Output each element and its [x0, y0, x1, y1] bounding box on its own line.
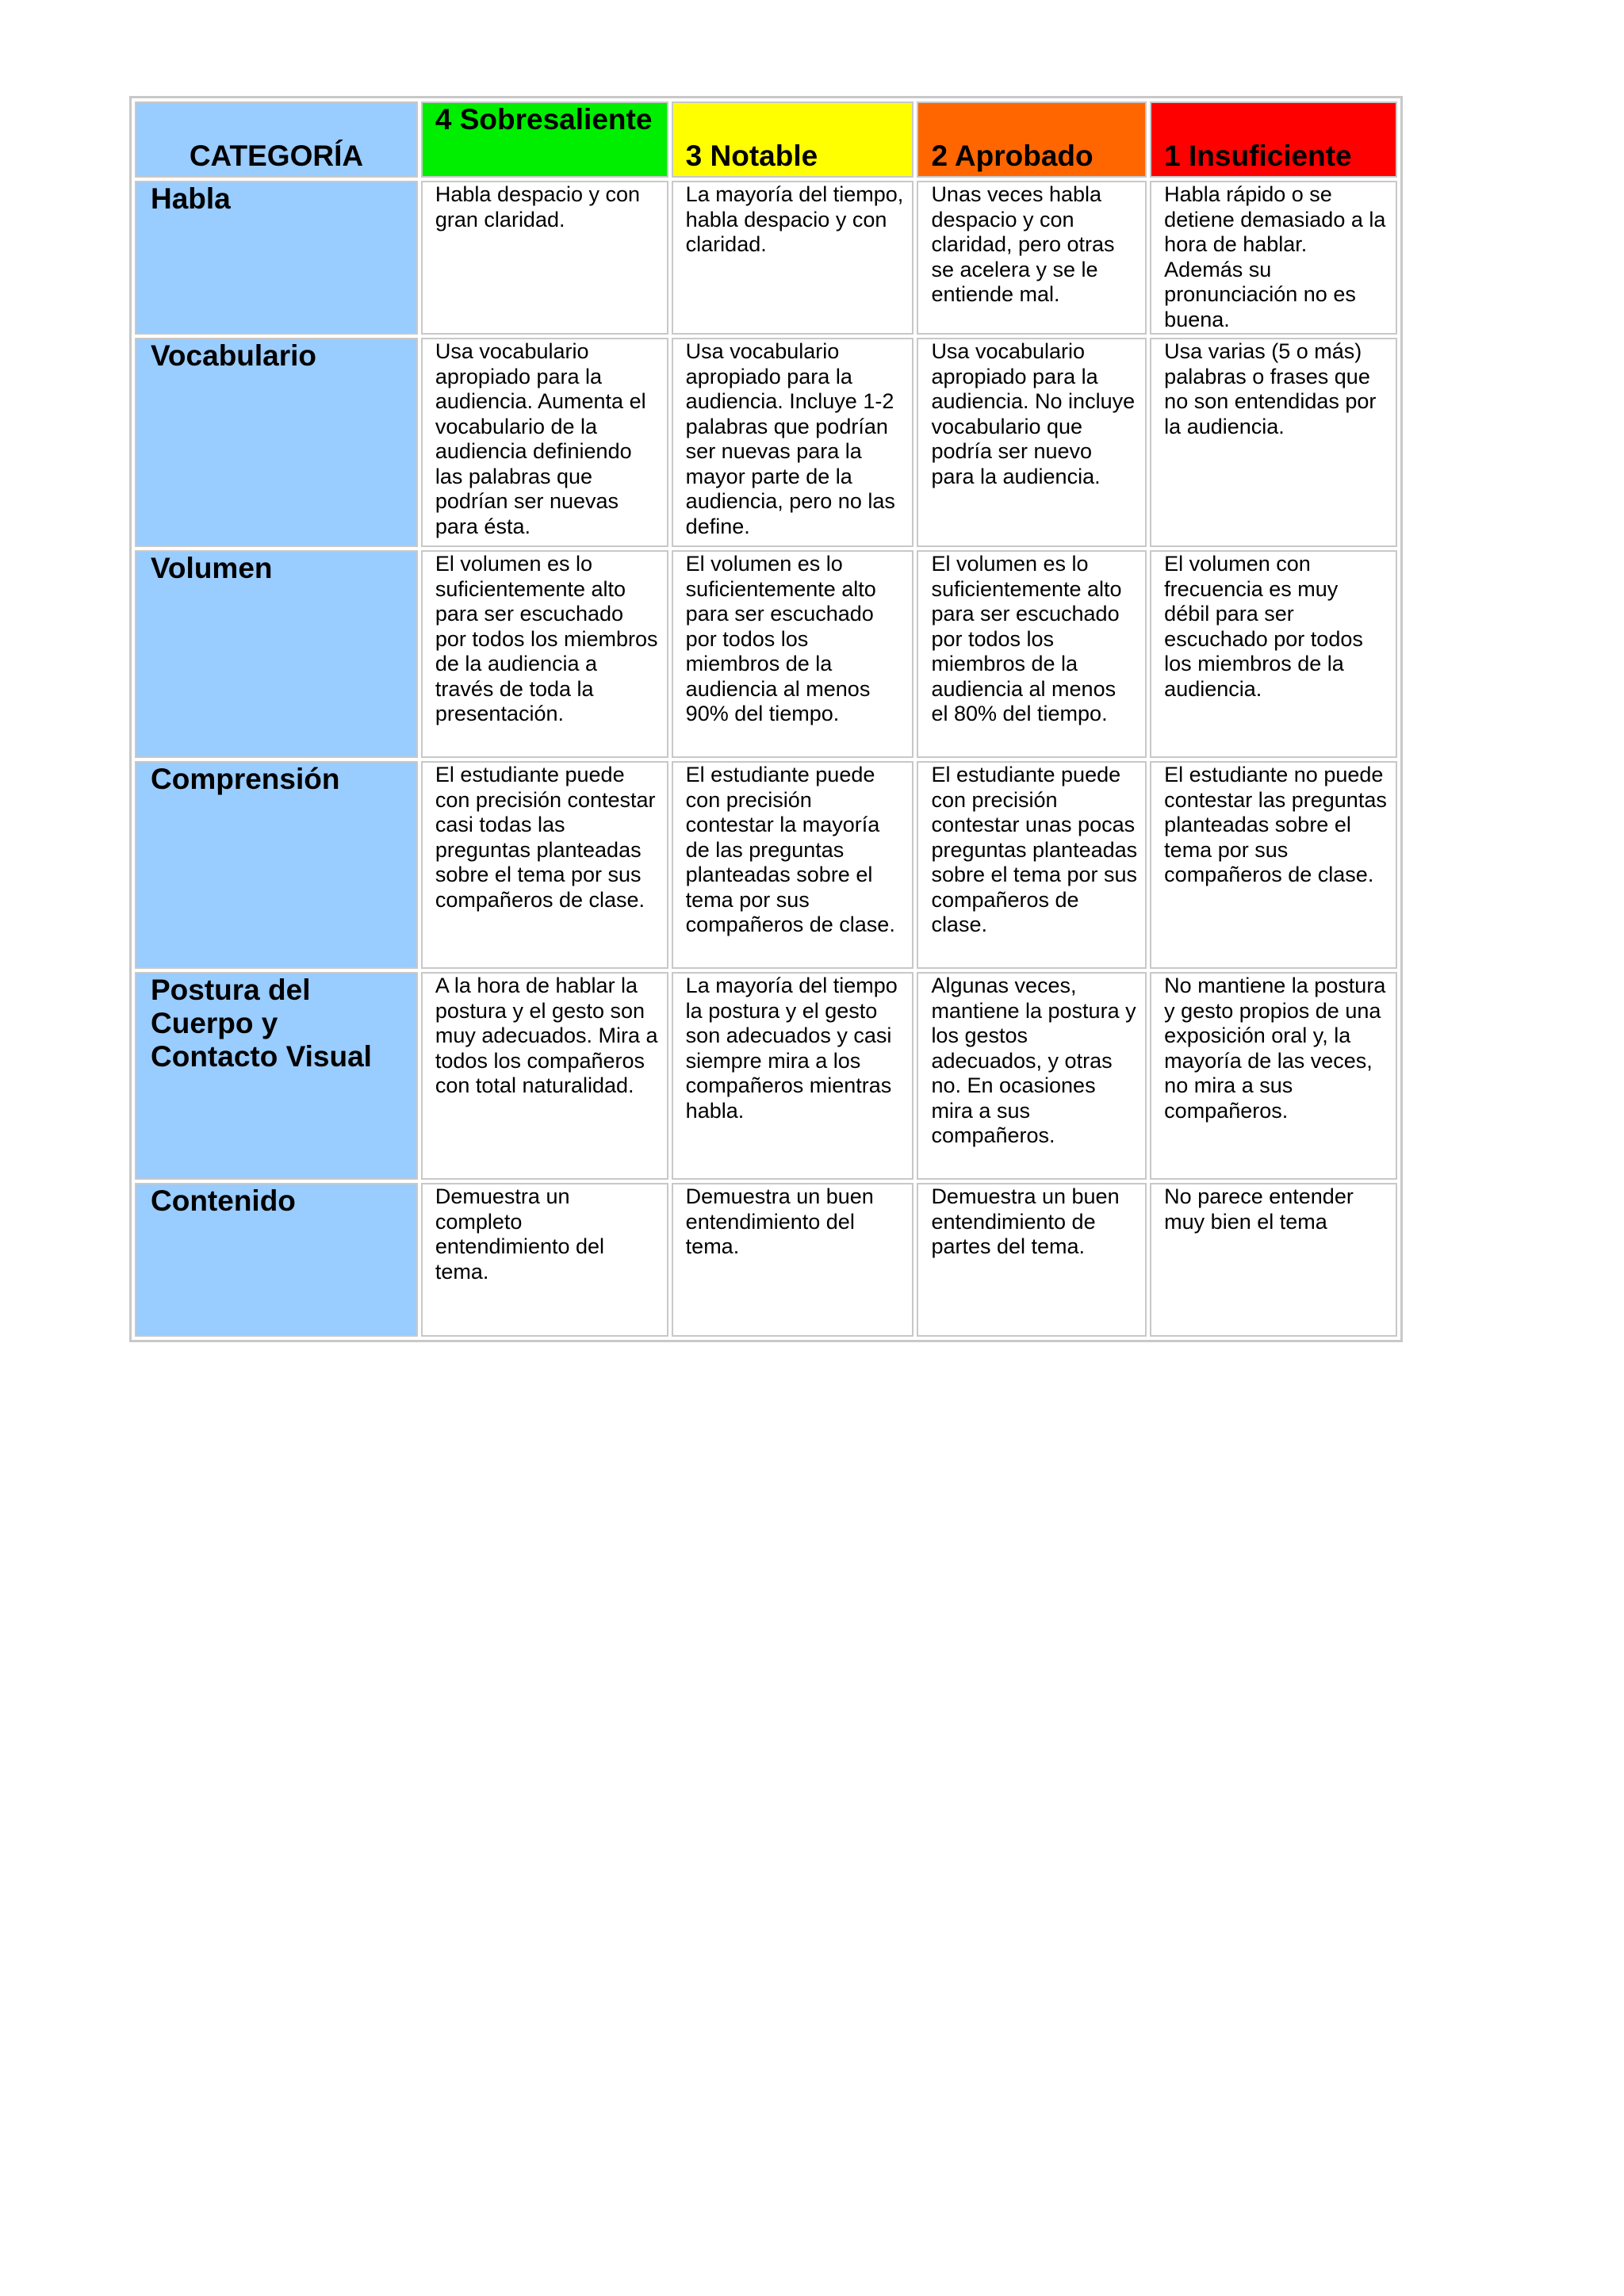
table-row — [135, 550, 1397, 758]
level-1-cell: No mantiene la postura y gesto propios de una exposición oral y, la mayoría de las veces, no mira a sus compañeros. — [1150, 972, 1397, 1180]
level-2-cell: Unas veces habla despacio y con claridad, pero otras se acelera y se le entiende mal. — [917, 181, 1147, 335]
level-3-cell: La mayoría del tiempo la postura y el gesto son adecuados y casi siempre mira a los compañeros mientras habla. — [672, 972, 914, 1180]
level-1-cell: Usa varias (5 o más) palabras o frases que no son entendidas por la audiencia. — [1150, 338, 1397, 547]
level-2-cell: El estudiante puede con precisión contestar unas pocas preguntas planteadas sobre el tema por sus compañeros de clase. — [917, 761, 1147, 969]
table-row — [135, 338, 1397, 547]
level-2-cell: Usa vocabulario apropiado para la audiencia. No incluye vocabulario que podría ser nuevo para la audiencia. — [917, 338, 1147, 547]
category-cell: Contenido — [135, 1183, 418, 1337]
header-level-2: 2 Aprobado — [917, 101, 1147, 178]
category-cell: Habla — [135, 181, 418, 335]
header-level-1: 1 Insuficiente — [1150, 101, 1397, 178]
header-row — [135, 101, 1397, 178]
category-cell: Volumen — [135, 550, 418, 758]
table-row — [135, 1183, 1397, 1337]
level-4-cell: Habla despacio y con gran claridad. — [421, 181, 668, 335]
level-3-cell: Demuestra un buen entendimiento del tema. — [672, 1183, 914, 1337]
level-4-cell: El volumen es lo suficientemente alto para ser escuchado por todos los miembros de la audiencia a través de toda la presentación. — [421, 550, 668, 758]
level-4-cell: Usa vocabulario apropiado para la audiencia. Aumenta el vocabulario de la audiencia definiendo las palabras que podrían ser nuevas para ésta. — [421, 338, 668, 547]
level-3-cell: El estudiante puede con precisión contestar la mayoría de las preguntas planteadas sobre el tema por sus compañeros de clase. — [672, 761, 914, 969]
table-row — [135, 181, 1397, 335]
rubric-table — [129, 96, 1403, 1342]
level-3-cell: La mayoría del tiempo, habla despacio y con claridad. — [672, 181, 914, 335]
category-cell: Postura del Cuerpo y Contacto Visual — [135, 972, 418, 1180]
level-1-cell: Habla rápido o se detiene demasiado a la hora de hablar. Además su pronunciación no es buena. — [1150, 181, 1397, 335]
level-4-cell: Demuestra un completo entendimiento del tema. — [421, 1183, 668, 1337]
level-2-cell: Algunas veces, mantiene la postura y los gestos adecuados, y otras no. En ocasiones mira a sus compañeros. — [917, 972, 1147, 1180]
level-3-cell: Usa vocabulario apropiado para la audiencia. Incluye 1-2 palabras que podrían ser nuevas para la mayor parte de la audiencia, pero no las define. — [672, 338, 914, 547]
table-row — [135, 972, 1397, 1180]
level-3-cell: El volumen es lo suficientemente alto para ser escuchado por todos los miembros de la audiencia al menos 90% del tiempo. — [672, 550, 914, 758]
level-1-cell: El estudiante no puede contestar las preguntas planteadas sobre el tema por sus compañeros de clase. — [1150, 761, 1397, 969]
header-level-3: 3 Notable — [672, 101, 914, 178]
category-cell: Comprensión — [135, 761, 418, 969]
level-2-cell: El volumen es lo suficientemente alto para ser escuchado por todos los miembros de la audiencia al menos el 80% del tiempo. — [917, 550, 1147, 758]
category-cell: Vocabulario — [135, 338, 418, 547]
table-row — [135, 761, 1397, 969]
level-1-cell: El volumen con frecuencia es muy débil para ser escuchado por todos los miembros de la audiencia. — [1150, 550, 1397, 758]
level-4-cell: A la hora de hablar la postura y el gesto son muy adecuados. Mira a todos los compañeros con total naturalidad. — [421, 972, 668, 1180]
header-level-4: 4 Sobresaliente — [421, 101, 668, 178]
level-4-cell: El estudiante puede con precisión contestar casi todas las preguntas planteadas sobre el tema por sus compañeros de clase. — [421, 761, 668, 969]
level-2-cell: Demuestra un buen entendimiento de partes del tema. — [917, 1183, 1147, 1337]
header-category: CATEGORÍA — [135, 101, 418, 178]
level-1-cell: No parece entender muy bien el tema — [1150, 1183, 1397, 1337]
